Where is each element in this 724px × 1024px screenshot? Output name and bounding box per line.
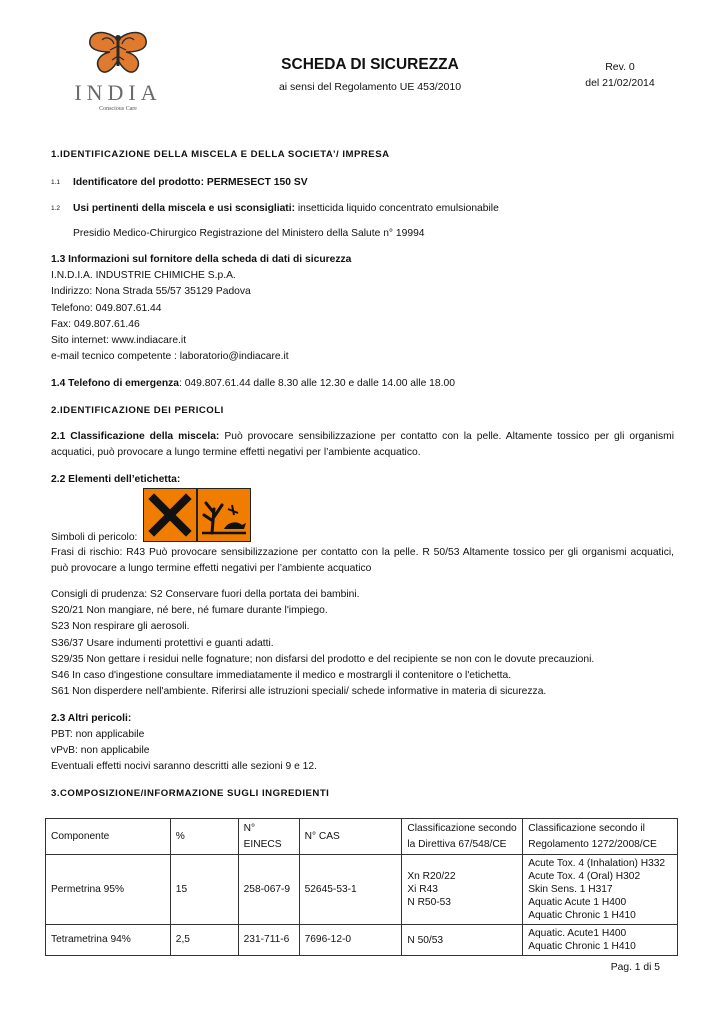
cell-einecs: 258-067-9 (238, 855, 299, 925)
classification-item: N 50/53 (407, 934, 444, 946)
cell-regulation (523, 855, 678, 925)
cell-percent: 2,5 (170, 925, 238, 956)
revision-number: Rev. 0 (605, 61, 635, 73)
classification-item: Skin Sens. 1 H317 (528, 884, 613, 895)
cell-einecs: 231-711-6 (238, 925, 299, 956)
section-1-1-line (51, 175, 674, 191)
table-row (46, 855, 678, 925)
classification-item: Xn R20/22 (407, 871, 456, 882)
document-subtitle: ai sensi del Regolamento UE 453/2010 (278, 81, 462, 93)
other-effects-line: Eventuali effetti nocivi saranno descritti alle sezioni 9 e 12. (51, 761, 317, 772)
table-row (46, 925, 678, 956)
section-1-3-title: 1.3 Informazioni sul fornitore della scheda di dati di sicurezza (51, 254, 352, 265)
header-cas: N° CAS (299, 819, 402, 855)
harmful-x-icon (143, 488, 197, 542)
header-directive (402, 819, 523, 855)
composition-table (45, 818, 678, 956)
classification-item: Aquatic Chronic 1 H410 (528, 910, 636, 921)
section-2-3-title: 2.3 Altri pericoli: (51, 713, 132, 724)
cell-component: Permetrina 95% (46, 855, 171, 925)
cell-directive (402, 925, 523, 956)
product-identifier-value: : PERMESECT 150 SV (200, 177, 308, 188)
logo-tagline: Conscious Care (99, 106, 137, 112)
classification-item: Acute Tox. 4 (Inhalation) H332 (528, 858, 666, 869)
risk-phrases: Frasi di rischio: R43 Può provocare sensibilizzazione per contatto con la pelle. R 50/53 Altamente tossico per gli organismi acquatici, può provocare a lungo termine effetti negativi per l’ambiente acquatico (51, 547, 674, 574)
company-logo (70, 30, 166, 118)
butterfly-logo-icon (70, 30, 166, 80)
revision-date: del 21/02/2014 (585, 77, 655, 89)
classification-item: N R50-53 (407, 897, 451, 908)
prudence-advice-line: S20/21 Non mangiare, né bere, né fumare durante l'impiego. (51, 605, 328, 616)
classification-item: Aquatic Acute 1 H400 (528, 897, 627, 908)
section-1-2-line (51, 201, 674, 217)
header-regulation-line: Regolamento 1272/2008/CE (528, 838, 657, 850)
classification-item: Aquatic. Acute1 H400 (528, 928, 627, 939)
cell-regulation (523, 925, 678, 956)
section-2-1-paragraph (51, 429, 674, 461)
environment-hazard-icon (197, 488, 251, 542)
company-name: I.N.D.I.A. INDUSTRIE CHIMICHE S.p.A. (51, 270, 236, 281)
header-component: Componente (46, 819, 171, 855)
section-1-4-line (51, 376, 674, 392)
header-einecs: N° EINECS (238, 819, 299, 855)
cell-component: Tetrametrina 94% (46, 925, 171, 956)
classification-text: Può provocare sensibilizzazione per contatto con la pelle. Altamente tossico per gli organismi acquatici, può provocare a lungo termine effetti negativi per l’ambiente acquatico. (51, 431, 674, 458)
uses-label: Usi pertinenti della miscela e usi sconsigliati: (73, 203, 296, 214)
prudence-advice-line: S46 In caso d'ingestione consultare immediatamente il medico e mostrargli il contenitore o l'etichetta. (51, 670, 512, 681)
prudence-advice-line: S61 Non disperdere nell'ambiente. Riferirsi alle istruzioni speciali/ schede informative in materia di sicurezza. (51, 686, 547, 697)
company-phone: Telefono: 049.807.61.44 (51, 303, 162, 314)
document-title: SCHEDA DI SICUREZZA (281, 56, 459, 73)
subsection-number: 1.1 (51, 179, 61, 186)
header-directive-line: Classificazione secondo (407, 823, 517, 834)
header-directive-line: la Direttiva 67/548/CE (407, 838, 507, 850)
product-identifier-label: Identificatore del prodotto (73, 177, 201, 188)
cell-cas: 52645-53-1 (299, 855, 402, 925)
section-3-title: 3.COMPOSIZIONE/INFORMAZIONE SUGLI INGREDIENTI (51, 788, 330, 799)
classification-label: 2.1 Classificazione della miscela: (51, 431, 220, 442)
classification-item: Aquatic Chronic 1 H410 (528, 941, 636, 952)
company-fax: Fax: 049.807.61.46 (51, 319, 140, 330)
section-2-2-title: 2.2 Elementi dell’etichetta: (51, 474, 181, 485)
company-address: Indirizzo: Nona Strada 55/57 35129 Padova (51, 286, 251, 297)
page-number: Pag. 1 di 5 (610, 962, 660, 973)
emergency-phone-value: : 049.807.61.44 dalle 8.30 alle 12.30 e dalle 14.00 alle 18.00 (178, 378, 455, 389)
header-regulation-line: Classificazione secondo il (528, 823, 645, 834)
uses-value: insetticida liquido concentrato emulsionabile (295, 203, 499, 214)
prudence-advice-line: S36/37 Usare indumenti protettivi e guanti adatti. (51, 638, 274, 649)
section-1-title: 1.IDENTIFICAZIONE DELLA MISCELA E DELLA SOCIETA’/ IMPRESA (51, 149, 390, 160)
company-email: e-mail tecnico competente : laboratorio@indiacare.it (51, 351, 289, 362)
presidio-registration: Presidio Medico-Chirurgico Registrazione del Ministero della Salute n° 19994 (73, 228, 425, 239)
prudence-advice-line: Consigli di prudenza: S2 Conservare fuori della portata dei bambini. (51, 589, 360, 600)
prudence-advice-line: S29/35 Non gettare i residui nelle fognature; non disfarsi del prodotto e del recipiente se non con le dovute precauzioni. (51, 654, 595, 665)
classification-item: Acute Tox. 4 (Oral) H302 (528, 871, 641, 882)
emergency-phone-label: 1.4 Telefono di emergenza (51, 378, 179, 389)
cell-cas: 7696-12-0 (299, 925, 402, 956)
vpvb-line: vPvB: non applicabile (51, 745, 150, 756)
cell-directive (402, 855, 523, 925)
company-website: Sito internet: www.indiacare.it (51, 335, 187, 346)
cell-percent: 15 (170, 855, 238, 925)
hazard-symbols-label: Simboli di pericolo: (51, 532, 138, 543)
header-regulation (523, 819, 678, 855)
revision-block (570, 59, 670, 91)
subsection-number: 1.2 (51, 205, 61, 212)
section-2-title: 2.IDENTIFICAZIONE DEI PERICOLI (51, 405, 224, 416)
table-header-row (46, 819, 678, 855)
logo-wordmark: INDIA (74, 80, 162, 105)
classification-item: Xi R43 (407, 884, 438, 895)
pbt-line: PBT: non applicabile (51, 729, 145, 740)
prudence-advice-line: S23 Non respirare gli aerosoli. (51, 621, 190, 632)
header-percent: % (170, 819, 238, 855)
